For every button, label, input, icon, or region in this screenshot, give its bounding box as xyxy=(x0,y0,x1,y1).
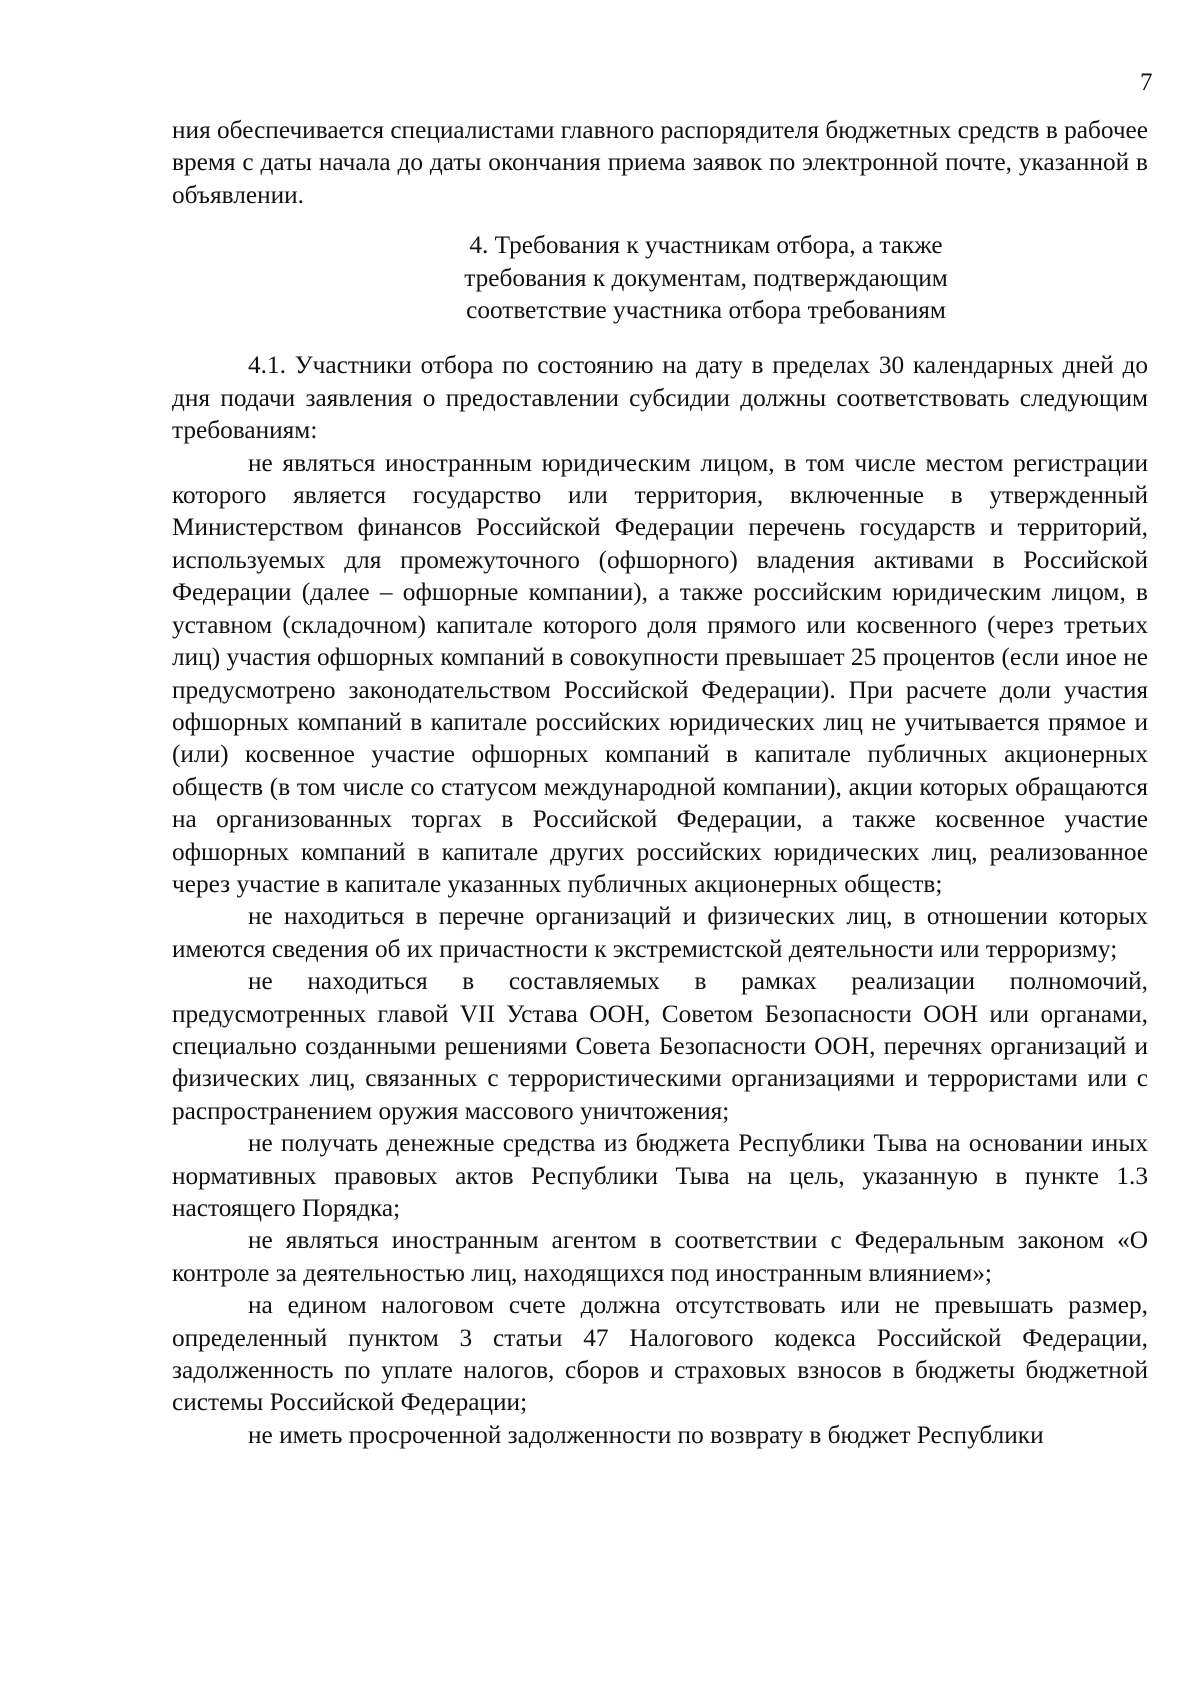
section-heading-line: 4. Требования к участникам отбора, а также xyxy=(469,231,943,260)
page-number: 7 xyxy=(1140,69,1153,96)
paragraph-4-1: 4.1. Участники отбора по состоянию на дату в пределах 30 календарных дней до дня подачи заявления о предоставлении субсидии должны соответствовать следующим требованиям: xyxy=(172,351,1148,445)
requirement-tax-debt: на едином налоговом счете должна отсутствовать или не превышать размер, определенный пунктом 3 статьи 47 Налогового кодекса Российской Федерации, задолженность по уплате налогов, сборов и страховых взносов в бюджеты бюджетной системы Российской Федерации; xyxy=(172,1291,1148,1417)
section-heading-line: требования к документам, подтверждающим xyxy=(464,263,948,292)
section-heading-line: соответствие участника отбора требованиям xyxy=(466,296,946,325)
requirement-un-lists: не находиться в составляемых в рамках реализации полномочий, предусмотренных главой VII Устава ООН, Советом Безопасности ООН или органами, специально созданными решениями Совета Безопасности ООН, перечнях организаций и физических лиц, связанных с террористическими организациями и террористами или с распространением оружия массового уничтожения; xyxy=(172,967,1148,1125)
requirement-overdue-debt: не иметь просроченной задолженности по возврату в бюджет Республики xyxy=(248,1420,1044,1449)
intro-paragraph: ния обеспечивается специалистами главного распорядителя бюджетных средств в рабочее время с даты начала до даты окончания приема заявок по электронной почте, указанной в объявлении. xyxy=(172,116,1149,209)
requirement-extremism-list: не находиться в перечне организаций и физических лиц, в отношении которых имеются сведения об их причастности к экстремистской деятельности или терроризму; xyxy=(172,902,1148,963)
requirement-no-other-funds: не получать денежные средства из бюджета Республики Тыва на основании иных нормативных правовых актов Республики Тыва на цель, указанную в пункте 1.3 настоящего Порядка; xyxy=(172,1129,1148,1222)
document-body xyxy=(172,114,1148,1451)
section-heading xyxy=(172,229,1148,326)
requirement-foreign-entity: не являться иностранным юридическим лицом, в том числе местом регистрации которого является государство или территория, включенные в утвержденный Министерством финансов Российской Федерации перечень государств и территорий, используемых для промежуточного (офшорного) владения активами в Российской Федерации (далее – офшорные компании), а также российским юридическим лицом, в уставном (складочном) капитале которого доля прямого или косвенного (через третьих лиц) участия офшорных компаний в совокупности превышает 25 процентов (если иное не предусмотрено законодательством Российской Федерации). При расчете доли участия офшорных компаний в капитале российских юридических лиц не учитывается прямое и (или) косвенное участие офшорных компаний в капитале публичных акционерных обществ (в том числе со статусом международной компании), акции которых обращаются на организованных торгах в Российской Федерации, а также косвенное участие офшорных компаний в капитале других российских юридических лиц, реализованное через участие в капитале указанных публичных акционерных обществ; xyxy=(172,448,1148,898)
requirement-foreign-agent: не являться иностранным агентом в соответствии с Федеральным законом «О контроле за деятельностью лиц, находящихся под иностранным влиянием»; xyxy=(172,1226,1148,1287)
